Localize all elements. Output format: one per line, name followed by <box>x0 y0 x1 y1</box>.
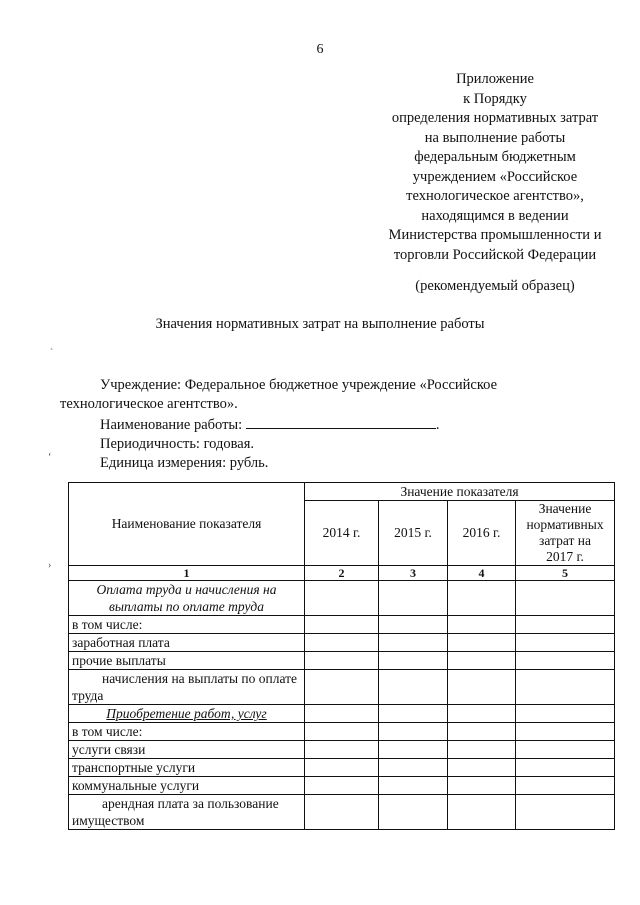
value-cell[interactable] <box>305 670 379 705</box>
table-row <box>69 581 615 616</box>
appendix-line: находящимся в ведении <box>421 207 569 224</box>
work-name-blank <box>246 414 436 429</box>
header-year: 2016 г. <box>448 501 516 566</box>
value-cell[interactable] <box>448 723 516 741</box>
unit-line: Единица измерения: рубль. <box>100 455 269 471</box>
appendix-note: (рекомендуемый образец) <box>415 278 575 294</box>
value-cell[interactable] <box>516 741 615 759</box>
table-header-row <box>69 483 615 501</box>
appendix-block <box>370 70 620 297</box>
value-cell[interactable] <box>516 670 615 705</box>
value-cell[interactable] <box>516 723 615 741</box>
value-cell[interactable] <box>379 759 448 777</box>
value-cell[interactable] <box>448 795 516 830</box>
value-cell[interactable] <box>305 616 379 634</box>
row-label: Оплата труда и начисления на выплаты по оплате труда <box>69 581 305 616</box>
appendix-line: к Порядку <box>463 90 527 107</box>
header-year: 2014 г. <box>305 501 379 566</box>
appendix-line: торговли Российской Федерации <box>393 246 597 263</box>
row-label: в том числе: <box>69 616 305 634</box>
row-label: заработная плата <box>69 634 305 652</box>
column-number: 3 <box>379 566 448 581</box>
column-number: 4 <box>448 566 516 581</box>
appendix-line: федеральным бюджетным <box>414 149 576 165</box>
value-cell[interactable] <box>448 759 516 777</box>
value-cell[interactable] <box>305 634 379 652</box>
value-cell[interactable] <box>516 581 615 616</box>
value-cell[interactable] <box>448 581 516 616</box>
institution-word: Федеральное <box>184 377 266 393</box>
value-cell[interactable] <box>448 634 516 652</box>
value-cell[interactable] <box>448 670 516 705</box>
row-label: Приобретение работ, услуг <box>69 705 305 723</box>
info-block <box>60 376 610 473</box>
appendix-line: на выполнение работы <box>424 129 566 146</box>
table-row <box>69 705 615 723</box>
value-cell[interactable] <box>516 759 615 777</box>
value-cell[interactable] <box>448 705 516 723</box>
appendix-line: Министерства промышленности и <box>388 227 602 243</box>
value-cell[interactable] <box>516 652 615 670</box>
table-row <box>69 652 615 670</box>
appendix-line: учреждением «Российское <box>412 168 578 185</box>
value-cell[interactable] <box>516 634 615 652</box>
value-cell[interactable] <box>379 652 448 670</box>
value-cell[interactable] <box>448 652 516 670</box>
table-row <box>69 634 615 652</box>
column-number: 2 <box>305 566 379 581</box>
row-label: транспортные услуги <box>69 759 305 777</box>
appendix-line: Приложение <box>456 71 534 87</box>
work-name-line <box>60 414 610 435</box>
appendix-line: определения нормативных затрат <box>391 110 599 126</box>
value-cell[interactable] <box>516 777 615 795</box>
header-norm-line: 2017 г. <box>546 549 584 564</box>
institution-word: «Российское <box>419 377 498 393</box>
row-label: услуги связи <box>69 741 305 759</box>
table-row <box>69 795 615 830</box>
value-cell[interactable] <box>379 705 448 723</box>
scan-mark: › <box>48 560 52 571</box>
table-row <box>69 723 615 741</box>
row-label: коммунальные услуги <box>69 777 305 795</box>
value-cell[interactable] <box>448 616 516 634</box>
value-cell[interactable] <box>516 616 615 634</box>
column-number: 5 <box>516 566 615 581</box>
row-label: арендная плата за пользование имуществом <box>69 795 305 830</box>
table-row <box>69 777 615 795</box>
institution-word: учреждение <box>341 377 416 393</box>
value-cell[interactable] <box>448 777 516 795</box>
value-cell[interactable] <box>379 634 448 652</box>
value-cell[interactable] <box>305 723 379 741</box>
institution-continuation: технологическое агентство». <box>60 396 238 412</box>
value-cell[interactable] <box>379 741 448 759</box>
value-cell[interactable] <box>448 741 516 759</box>
table-row <box>69 670 615 705</box>
value-cell[interactable] <box>379 581 448 616</box>
value-cell[interactable] <box>305 581 379 616</box>
appendix-gap <box>370 265 620 277</box>
value-cell[interactable] <box>379 616 448 634</box>
value-cell[interactable] <box>305 652 379 670</box>
institution-line <box>60 376 610 395</box>
value-cell[interactable] <box>516 795 615 830</box>
table-body <box>69 581 615 830</box>
table-row <box>69 759 615 777</box>
header-name: Наименование показателя <box>69 483 305 566</box>
row-label: начисления на выплаты по оплате труда <box>69 670 305 705</box>
page-number: 6 <box>316 42 324 57</box>
value-cell[interactable] <box>305 777 379 795</box>
value-cell[interactable] <box>379 777 448 795</box>
header-norm-line: нормативных <box>526 517 604 532</box>
row-label: прочие выплаты <box>69 652 305 670</box>
document-title: Значения нормативных затрат на выполнение работы <box>155 316 485 332</box>
value-cell[interactable] <box>305 759 379 777</box>
value-cell[interactable] <box>305 705 379 723</box>
table-row <box>69 616 615 634</box>
value-cell[interactable] <box>379 795 448 830</box>
header-year: 2015 г. <box>379 501 448 566</box>
value-cell[interactable] <box>379 670 448 705</box>
work-name-label: Наименование работы: <box>100 417 243 433</box>
value-cell[interactable] <box>379 723 448 741</box>
column-number: 1 <box>69 566 305 581</box>
work-name-end: . <box>435 417 440 433</box>
column-number-row <box>69 566 615 581</box>
appendix-line: технологическое агентство», <box>406 188 584 204</box>
header-group: Значение показателя <box>305 483 615 501</box>
norms-table <box>68 482 615 830</box>
row-label: в том числе: <box>69 723 305 741</box>
scan-mark: ʻ <box>48 452 52 463</box>
header-norm <box>516 501 615 566</box>
header-norm-line: Значение <box>538 501 592 516</box>
value-cell[interactable] <box>305 741 379 759</box>
value-cell[interactable] <box>305 795 379 830</box>
header-norm-line: затрат на <box>539 533 591 548</box>
institution-word: бюджетное <box>269 377 339 393</box>
table-row <box>69 741 615 759</box>
value-cell[interactable] <box>516 705 615 723</box>
institution-word: Учреждение: <box>100 377 182 393</box>
scan-mark: ˋ <box>50 348 54 359</box>
periodicity-line: Периодичность: годовая. <box>100 436 255 452</box>
